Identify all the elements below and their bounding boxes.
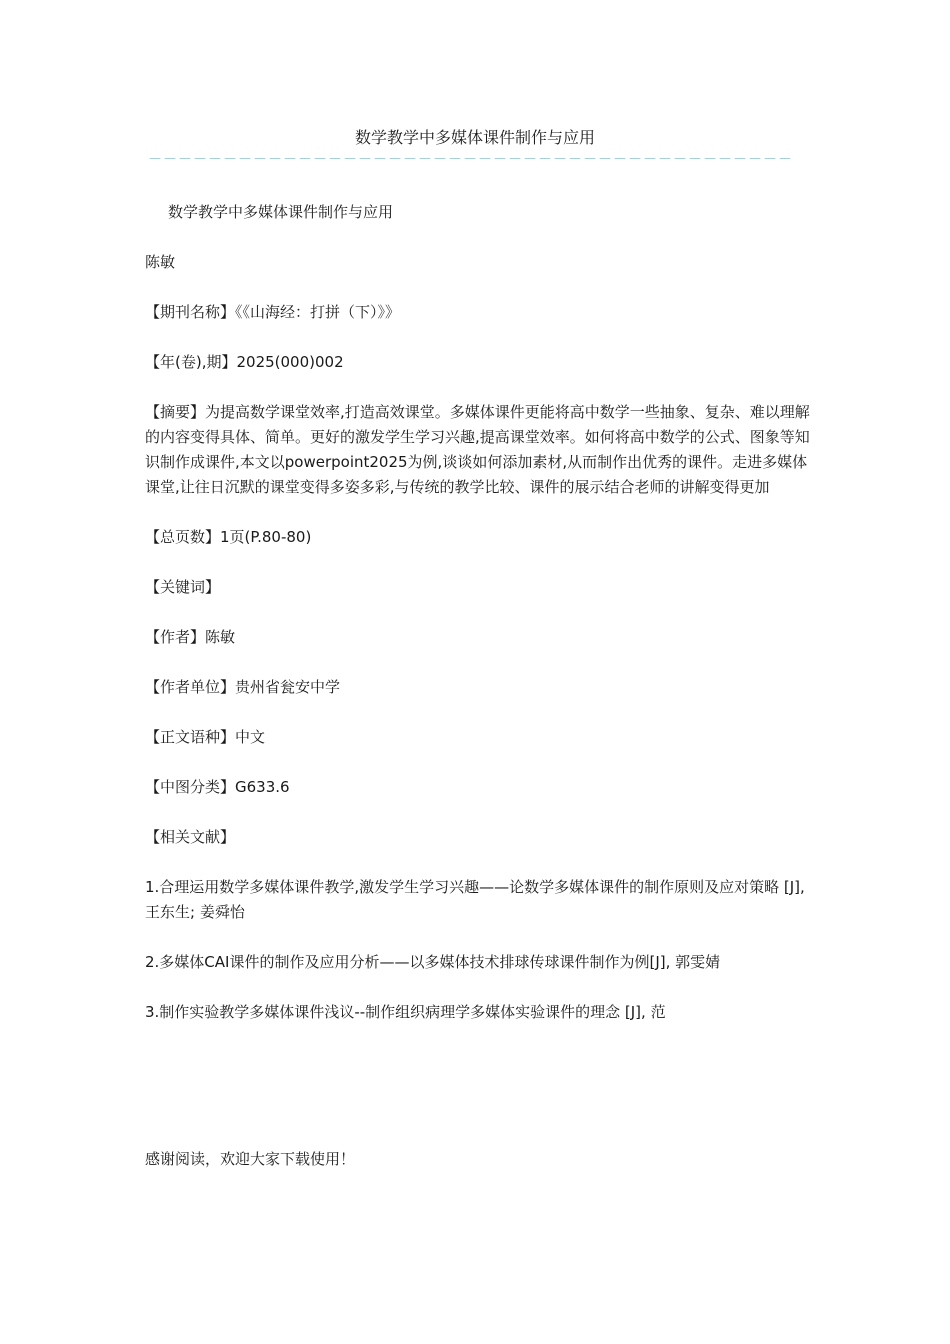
abstract-field (145, 400, 810, 500)
pages-value: 1页(P.80-80) (220, 528, 312, 546)
language-field (145, 725, 810, 750)
affiliation-field (145, 675, 810, 700)
language-label: 【正文语种】 (145, 728, 236, 746)
journal-field (145, 300, 810, 325)
page-header-title: 数学教学中多媒体课件制作与应用 (354, 128, 595, 147)
authors-label: 【作者】 (145, 628, 206, 646)
header-divider: －－－－－－－－－－－－－－－－－－－－－－－－－－－－－－－－－－－－－－－－－－－ (148, 152, 793, 168)
affiliation-label: 【作者单位】 (145, 678, 236, 696)
affiliation-value: 贵州省瓮安中学 (235, 678, 341, 696)
author-line: 陈敏 (145, 253, 176, 271)
volume-field (145, 350, 810, 375)
authors-value: 陈敏 (205, 628, 236, 646)
abstract-value: 为提高数学课堂效率,打造高效课堂。多媒体课件更能将高中数学一些抽象、复杂、难以理解的内容变得具体、简单。更好的激发学生学习兴趣,提高课堂效率。如何将高中数学的公式、图象等知识制作成课件,本文以powerpoint2025为例,谈谈如何添加素材,从而制作出优秀的课件。走进多媒体课堂,让往日沉默的课堂变得多姿多彩,与传统的教学比较、课件的展示结合老师的讲解变得更加 (145, 403, 810, 496)
journal-value: 《《山海经：打拼（下）》》 (235, 303, 401, 321)
volume-value: 2025(000)002 (236, 353, 344, 371)
language-value: 中文 (235, 728, 266, 746)
document-title: 数学教学中多媒体课件制作与应用 (168, 203, 394, 221)
reference-item-1: 1.合理运用数学多媒体课件教学,激发学生学习兴趣——论数学多媒体课件的制作原则及应对策略 [J], 王东生; 姜舜怡 (145, 878, 805, 921)
keywords-field (145, 575, 810, 600)
volume-label: 【年(卷),期】 (145, 353, 237, 371)
closing-message: 感谢阅读，欢迎大家下载使用！ (145, 1150, 356, 1168)
classification-label: 【中图分类】 (145, 778, 236, 796)
reference-item-3: 3.制作实验教学多媒体课件浅议--制作组织病理学多媒体实验课件的理念 [J], 范 (145, 1003, 666, 1021)
reference-item-2: 2.多媒体CAI课件的制作及应用分析——以多媒体技术排球传球课件制作为例[J], 郭雯婧 (145, 953, 721, 971)
document-body (145, 200, 810, 1050)
classification-field (145, 775, 810, 800)
references-heading: 【相关文献】 (145, 828, 236, 846)
pages-label: 【总页数】 (145, 528, 221, 546)
authors-field (145, 625, 810, 650)
classification-value: G633.6 (235, 778, 290, 796)
abstract-label: 【摘要】 (145, 403, 206, 421)
pages-field (145, 525, 810, 550)
journal-label: 【期刊名称】 (145, 303, 236, 321)
keywords-label: 【关键词】 (145, 578, 221, 596)
